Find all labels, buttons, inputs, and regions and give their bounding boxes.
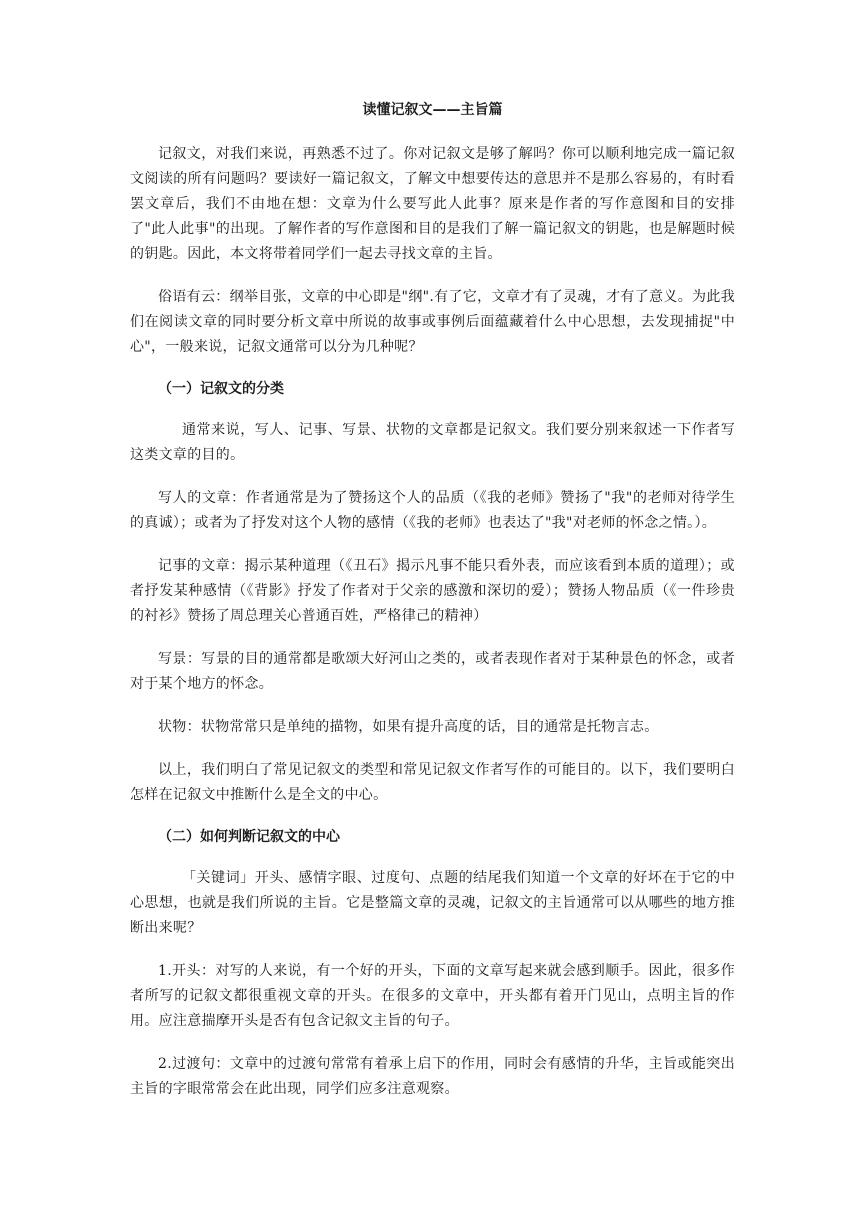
section2-paragraph-1: 「关键词」开头、感情字眼、过度句、点题的结尾我们知道一个文章的好坏在于它的中心思想，也就是我们所说的主旨。它是整篇文章的灵魂，记叙文的主旨通常可以从哪些的地方推断出来呢？ — [130, 870, 735, 936]
section2-paragraph-2: 1.开头：对写的人来说，有一个好的开头，下面的文章写起来就会感到顺手。因此，很多作者所写的记叙文都很重视文章的开头。在很多的文章中，开头都有着开门见山，点明主旨的作用。应注意揣摩开头是否有包含记叙文主旨的句子。 — [130, 963, 735, 1029]
section1-paragraph-2: 写人的文章：作者通常是为了赞扬这个人的品质（《我的老师》赞扬了"我"的老师对待学生的真诚）；或者为了抒发对这个人物的感情（《我的老师》也表达了"我"对老师的怀念之情。）。 — [130, 490, 735, 531]
section2-paragraph-3: 2.过渡句：文章中的过渡句常常有着承上启下的作用，同时会有感情的升华，主旨或能突出主旨的字眼常常会在此出现，同学们应多注意观察。 — [130, 1056, 735, 1097]
section1-paragraph-5: 状物：状物常常只是单纯的描物，如果有提升高度的话，目的通常是托物言志。 — [158, 719, 659, 735]
intro-paragraph-1: 记叙文，对我们来说，再熟悉不过了。你对记叙文是够了解吗？你可以顺利地完成一篇记叙文阅读的所有问题吗？要读好一篇记叙文，了解文中想要传达的意思并不是那么容易的，有时看罢文章后，我们不由地在想：文章为什么要写此人此事？原来是作者的写作意图和目的安排了"此人此事"的出现。了解作者的写作意图和目的是我们了解一篇记叙文的钥匙，也是解题时候的钥匙。因此，本文将带着同学们一起去寻找文章的主旨。 — [130, 146, 735, 262]
section1-heading: （一）记叙文的分类 — [158, 381, 284, 397]
intro-paragraph-2: 俗语有云：纲举目张，文章的中心即是"纲".有了它，文章才有了灵魂，才有了意义。为此我们在阅读文章的同时要分析文章中所说的故事或事例后面蕴藏着什么中心思想，去发现捕捉"中心"，一般来说，记叙文通常可以分为几种呢？ — [130, 289, 735, 355]
document-page — [130, 100, 735, 1120]
section1-paragraph-6: 以上，我们明白了常见记叙文的类型和常见记叙文作者写作的可能目的。以下，我们要明白怎样在记叙文中推断什么是全文的中心。 — [130, 762, 735, 803]
section1-paragraph-3: 记事的文章：揭示某种道理（《丑石》揭示凡事不能只看外表，而应该看到本质的道理）；或者抒发某种感情（《背影》抒发了作者对于父亲的感激和深切的爱）；赞扬人物品质（《一件珍贵的衬衫》赞扬了周总理关心普通百姓，严格律己的精神） — [130, 558, 735, 624]
section1-paragraph-1: 通常来说，写人、记事、写景、状物的文章都是记叙文。我们要分别来叙述一下作者写这类文章的目的。 — [130, 422, 735, 463]
document-title: 读懂记叙文——主旨篇 — [362, 102, 503, 118]
section1-paragraph-4: 写景：写景的目的通常都是歌颂大好河山之类的，或者表现作者对于某种景色的怀念，或者对于某个地方的怀念。 — [130, 651, 735, 692]
section2-heading: （二）如何判断记叙文的中心 — [158, 829, 340, 845]
